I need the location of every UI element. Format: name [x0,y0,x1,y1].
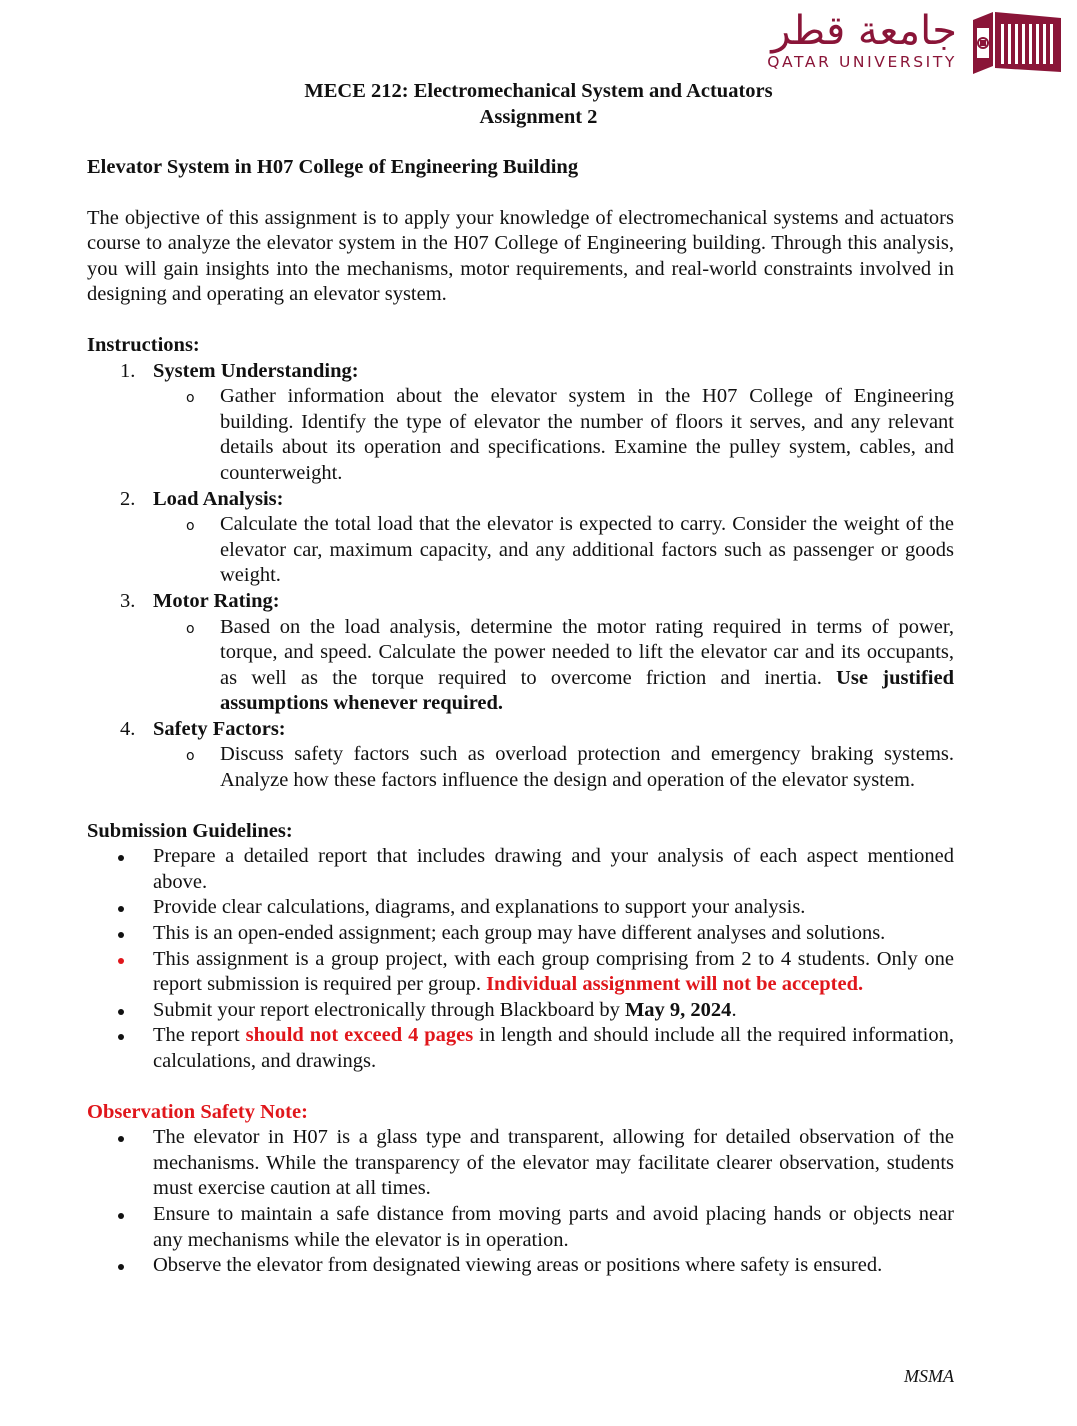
bullet-icon [118,906,124,912]
warning-text: Individual assignment will not be accepted. [486,973,864,996]
safety-list [87,1125,954,1279]
safety-heading: Observation Safety Note: [87,1100,308,1123]
submission-list [87,844,954,1074]
list-item-text: Ensure to maintain a safe distance from moving parts and avoid placing hands or objects near any mechanisms while the elevator is in operation. [153,1202,954,1251]
instruction-title: System Understanding: [153,359,359,382]
red-bullet-icon [118,958,124,964]
bullet-icon [118,932,124,938]
university-emblem-icon [971,10,1063,76]
hollow-bullet-icon: o [186,390,195,407]
list-item [87,1253,954,1279]
instruction-emphasis: Use justified assumptions whenever required. [220,666,954,715]
list-item [87,1202,954,1253]
list-item-text: This is an open-ended assignment; each group may have different analyses and solutions. [153,922,886,945]
hollow-bullet-icon: o [186,518,195,535]
list-item [87,1023,954,1074]
bullet-icon [118,1136,124,1142]
qatar-university-logo [767,10,1063,76]
document-header [0,78,1077,130]
instruction-title: Motor Rating: [153,589,280,612]
instruction-title: Safety Factors: [153,717,286,740]
instruction-item [87,359,954,487]
bullet-icon [118,1034,124,1040]
page-limit-warning: should not exceed 4 pages [245,1024,474,1047]
instruction-detail [153,512,954,589]
list-item-text: Prepare a detailed report that includes drawing and your analysis of each aspect mentioned above. [153,845,954,893]
instructions-heading: Instructions: [87,333,200,356]
list-item [87,998,954,1024]
assignment-number: Assignment 2 [479,106,598,128]
objective-paragraph: The objective of this assignment is to apply your knowledge of electromechanical systems and actuators course to analyze the elevator system in the H07 College of Engineering building. Through this analysis, you will gain insights into the mechanisms, motor requirements, and real-world constraints involved in designing and operating an elevator system. [87,206,954,306]
bullet-icon [118,855,124,861]
list-item-text: The report [153,1024,240,1047]
list-item [87,921,954,947]
document-title: Elevator System in H07 College of Engineering Building [87,156,579,178]
instruction-detail [153,384,954,486]
instruction-detail [153,615,954,717]
course-title: MECE 212: Electromechanical System and Actuators [304,80,773,102]
instruction-item [87,589,954,717]
instruction-number: 3. [120,589,136,612]
instruction-text: Gather information about the elevator system in the H07 College of Engineering building. Identify the type of elevator the number of floors it serves, and any relevant details about its operation and specifications. Examine the pulley system, cables, and counterweight. [220,385,954,484]
logo-arabic-name: جامعة قطر [771,8,957,54]
list-item [87,1125,954,1202]
instruction-title: Load Analysis: [153,487,284,510]
list-item [87,895,954,921]
submission-heading: Submission Guidelines: [87,819,293,842]
list-item [87,947,954,998]
instruction-item [87,487,954,589]
instruction-text: Based on the load analysis, determine the motor rating required in terms of power, torque, and speed. Calculate the power needed to lift the elevator car and its occupants, as well as the torque required to overcome friction and inertia. [220,615,954,689]
instruction-number: 2. [120,487,136,510]
logo-latin-name: QATAR UNIVERSITY [767,53,957,71]
instruction-text: Calculate the total load that the elevator is expected to carry. Consider the weight of the elevator car, maximum capacity, and any additional factors such as passenger or goods weight. [220,513,954,587]
bullet-icon [118,1009,124,1015]
logo-text [767,10,957,71]
bullet-icon [118,1213,124,1219]
instructions-list [87,359,954,794]
instruction-item [87,717,954,794]
document-body [87,155,954,1279]
instruction-number: 1. [120,359,136,382]
list-item-text-end: in length and should include all the required information, calculations, and drawings. [153,1024,955,1072]
list-item-text: This assignment is a group project, with each group comprising from 2 to 4 students. Only one report submission is required per group. [153,947,954,996]
author-initials: MSMA [904,1366,954,1386]
sentence-end: . [731,998,737,1021]
list-item-text: Submit your report electronically through Blackboard by [153,998,620,1021]
bullet-icon [118,1264,124,1270]
list-item-text: Observe the elevator from designated viewing areas or positions where safety is ensured. [153,1254,883,1277]
due-date: May 9, 2024 [624,998,732,1021]
list-item-text: The elevator in H07 is a glass type and transparent, allowing for detailed observation of the mechanisms. While the transparency of the elevator may facilitate clearer observation, students must exercise caution at all times. [153,1126,954,1200]
hollow-bullet-icon: o [186,748,195,765]
instruction-text: Discuss safety factors such as overload protection and emergency braking systems. Analyze how these factors influence the design and operation of the elevator system. [220,743,954,792]
list-item [87,844,954,895]
instruction-number: 4. [120,717,136,740]
list-item-text: Provide clear calculations, diagrams, and explanations to support your analysis. [153,896,806,919]
hollow-bullet-icon: o [186,620,195,637]
instruction-detail [153,742,954,793]
